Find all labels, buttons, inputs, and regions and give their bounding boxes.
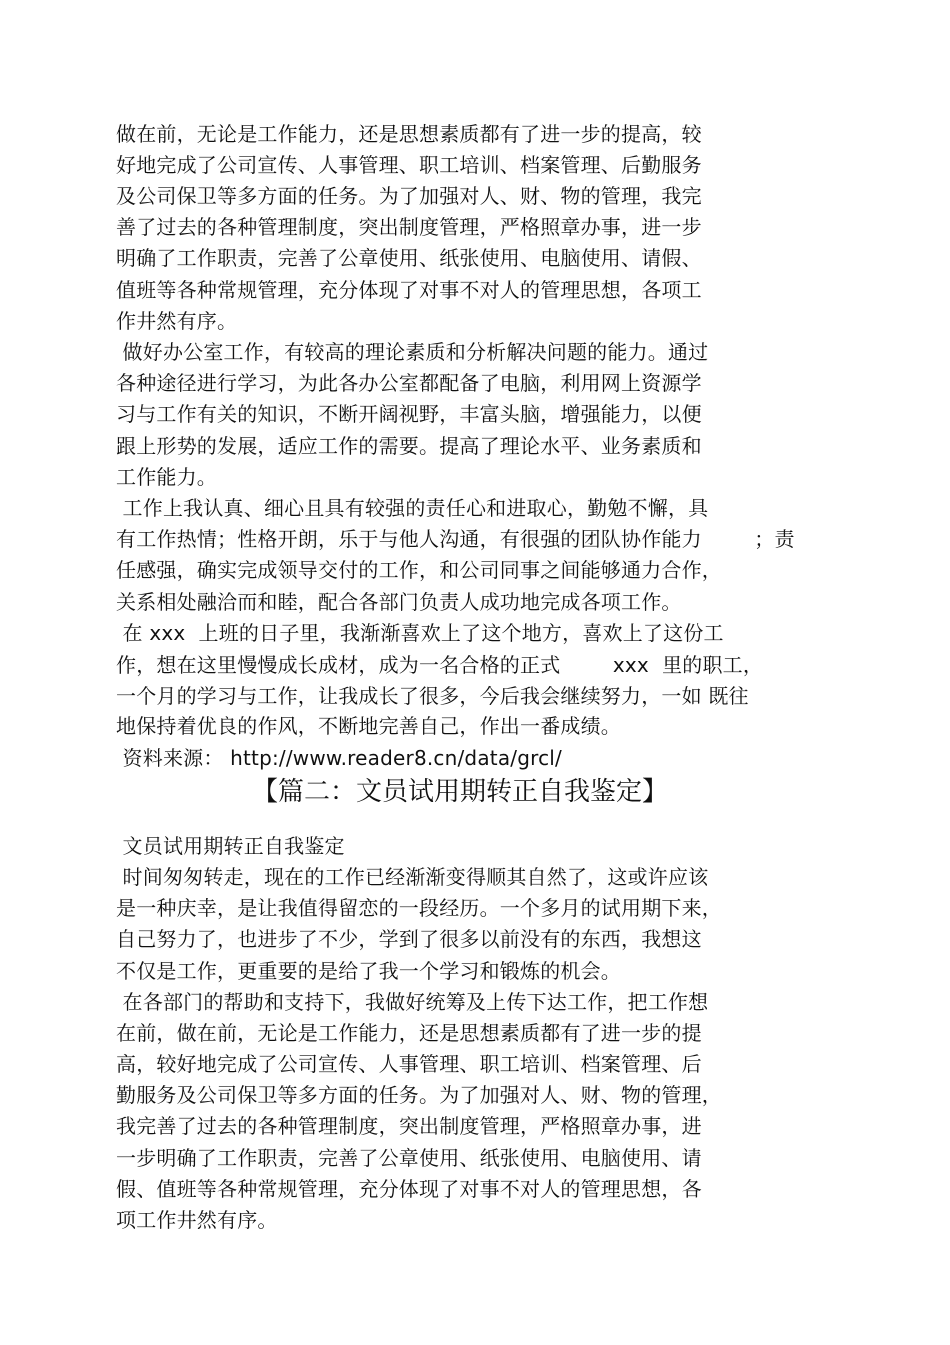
text-line: 勤服务及公司保卫等多方面的任务。为了加强对人、财、物的管理， xyxy=(116,1083,722,1107)
text-line: 地保持着优良的作风，不断地完善自己，作出一番成绩。 xyxy=(116,714,621,738)
text-line: 及公司保卫等多方面的任务。为了加强对人、财、物的管理，我完 xyxy=(116,184,702,208)
text-line: 作井然有序。 xyxy=(116,309,238,333)
text-line: 一步明确了工作职责，完善了公章使用、纸张使用、电脑使用、请 xyxy=(116,1146,702,1170)
text-line: 做在前，无论是工作能力，还是思想素质都有了进一步的提高，较 xyxy=(116,122,702,146)
text-line: 不仅是工作，更重要的是给了我一个学习和锻炼的机会。 xyxy=(116,959,621,983)
text-line: 时间匆匆转走，现在的工作已经渐渐变得顺其自然了，这或许应该 xyxy=(116,865,709,889)
text-line: 是一种庆幸，是让我值得留恋的一段经历。一个多月的试用期下来， xyxy=(116,896,722,920)
text-line: 工作上我认真、细心且具有较强的责任心和进取心，勤勉不懈，具 xyxy=(116,496,709,520)
text-line: 值班等各种常规管理，充分体现了对事不对人的管理思想，各项工 xyxy=(116,278,702,302)
text-line: 习与工作有关的知识，不断开阔视野，丰富头脑，增强能力，以便 xyxy=(116,402,702,426)
text-line: 工作能力。 xyxy=(116,465,217,489)
section-heading: 【篇二：文员试用期转正自我鉴定】 xyxy=(251,777,668,807)
text-line: 项工作井然有序。 xyxy=(116,1208,278,1232)
source-link[interactable]: 资料来源： http://www.reader8.cn/data/grcl/ xyxy=(116,746,562,770)
text-line: 关系相处融洽而和睦，配合各部门负责人成功地完成各项工作。 xyxy=(116,590,682,614)
text-line: 各种途径进行学习，为此各办公室都配备了电脑，利用网上资源学 xyxy=(116,371,702,395)
text-line: 在 xxx 上班的日子里，我渐渐喜欢上了这个地方，喜欢上了这份工 xyxy=(116,621,724,645)
text-line: 作，想在这里慢慢成长成材，成为一名合格的正式 xxx 里的职工， xyxy=(116,653,764,677)
text-line: 善了过去的各种管理制度，突出制度管理，严格照章办事，进一步 xyxy=(116,215,702,239)
text-line: 任感强，确实完成领导交付的工作，和公司同事之间能够通力合作， xyxy=(116,558,722,582)
text-line: 明确了工作职责，完善了公章使用、纸张使用、电脑使用、请假、 xyxy=(116,246,702,270)
text-line: 好地完成了公司宣传、人事管理、职工培训、档案管理、后勤服务 xyxy=(116,153,702,177)
text-line: 一个月的学习与工作，让我成长了很多，今后我会继续努力，一如 既往 xyxy=(116,684,749,708)
text-line: 在各部门的帮助和支持下，我做好统筹及上传下达工作，把工作想 xyxy=(116,990,709,1014)
text-line: 自己努力了，也进步了不少，学到了很多以前没有的东西，我想这 xyxy=(116,927,702,951)
text-line: 跟上形势的发展，适应工作的需要。提高了理论水平、业务素质和 xyxy=(116,434,702,458)
text-line: 假、值班等各种常规管理，充分体现了对事不对人的管理思想，各 xyxy=(116,1177,702,1201)
text-line: 高，较好地完成了公司宣传、人事管理、职工培训、档案管理、后 xyxy=(116,1052,702,1076)
text-line: 做好办公室工作，有较高的理论素质和分析解决问题的能力。通过 xyxy=(116,340,709,364)
text-line: 我完善了过去的各种管理制度，突出制度管理，严格照章办事，进 xyxy=(116,1114,702,1138)
subsection-title: 文员试用期转正自我鉴定 xyxy=(116,834,345,858)
text-line: 在前，做在前，无论是工作能力，还是思想素质都有了进一步的提 xyxy=(116,1021,702,1045)
text-line: 有工作热情；性格开朗，乐于与他人沟通，有很强的团队协作能力 ；责 xyxy=(116,527,795,551)
